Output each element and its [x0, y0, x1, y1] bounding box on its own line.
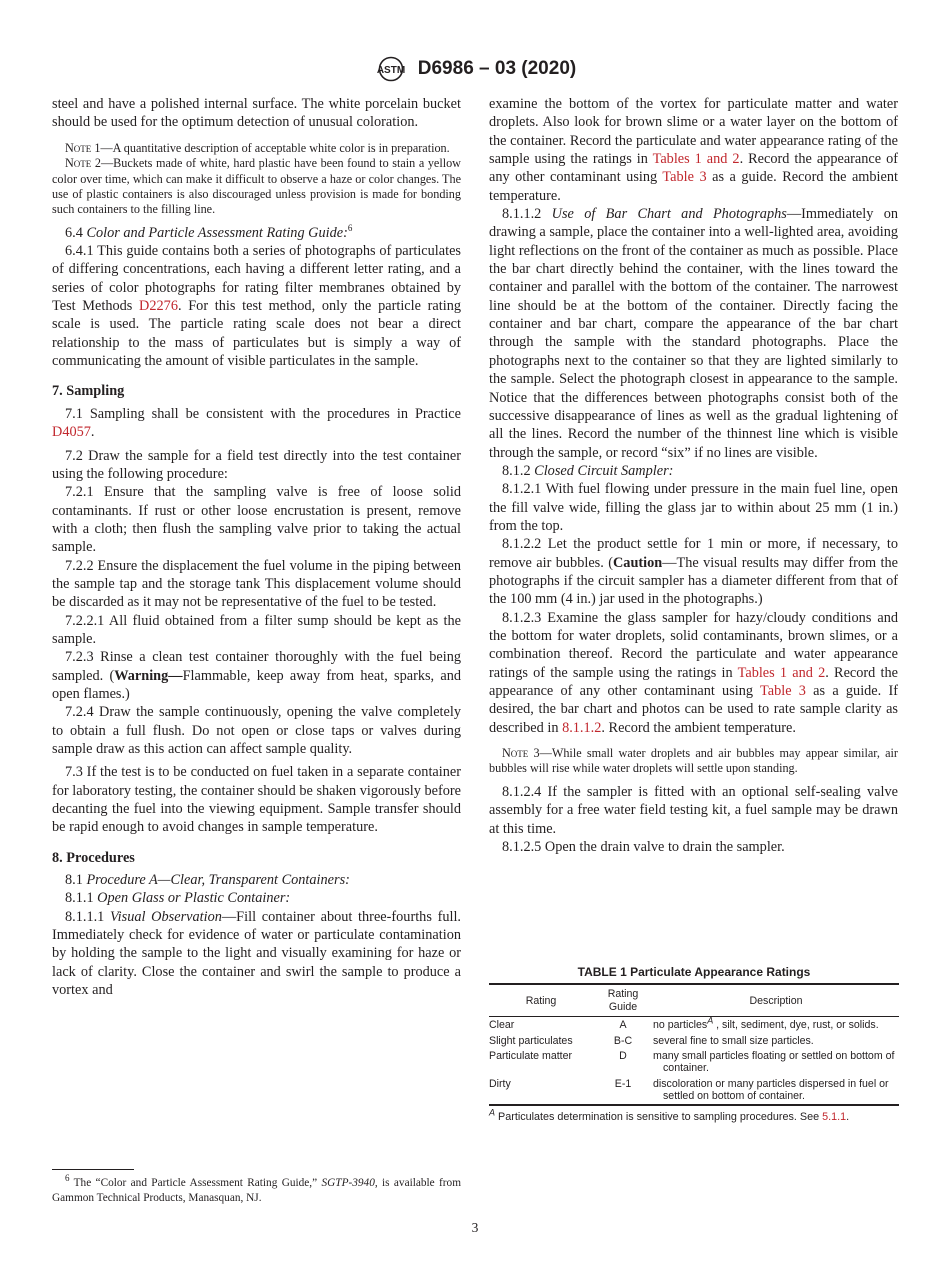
text-run: Color and Particle Assessment Rating Guide:	[86, 224, 348, 241]
text-run: 8.1.2.1 With fuel flowing under pressure in the main fuel line, open the fill valve wide, filling the glass jar to within about 25 mm (1 in.) from the top.	[489, 481, 898, 534]
table-row	[489, 1033, 899, 1048]
rating-guide-cell: B-C	[613, 1034, 633, 1047]
text-run: as a guide. If desired, the bar chart and photos can be used to rate sample clarity as described in	[489, 683, 898, 736]
left-column	[52, 95, 461, 999]
text-run: 7.2.2.1 All fluid obtained from a filter sump should be kept as the sample.	[52, 612, 461, 647]
paragraph	[52, 447, 461, 484]
reference-link[interactable]: Tables 1 and 2	[652, 151, 740, 168]
column-header: Description	[653, 984, 899, 1016]
paragraph	[489, 205, 898, 462]
text-run: 8.1.2	[502, 462, 535, 479]
text-run: 8.1.2.5 Open the drain valve to drain the sampler.	[502, 838, 785, 855]
rating-guide-cell: E-1	[614, 1077, 632, 1090]
paragraph	[489, 838, 898, 856]
description-cell	[653, 1017, 899, 1033]
text-run: 8.1.1.2	[502, 206, 552, 223]
footnote-text: The “Color and Particle Assessment Rating Guide,”	[69, 1177, 322, 1189]
paragraph	[52, 703, 461, 758]
right-column	[489, 95, 898, 856]
rating-cell: Slight particulates	[489, 1034, 573, 1047]
text-run: 8.1.1.1	[65, 908, 111, 925]
paragraph	[52, 405, 461, 442]
text-run: Note	[65, 140, 92, 155]
footnote-text: , is available from Gammon Technical Products, Manasquan, NJ.	[52, 1177, 461, 1204]
footnote-marker: 6	[347, 222, 353, 233]
note-paragraph	[52, 156, 461, 218]
rating-guide-cell: D	[619, 1050, 627, 1063]
page-header	[0, 56, 950, 82]
reference-link[interactable]: Tables 1 and 2	[737, 664, 826, 681]
table-row	[489, 1048, 899, 1076]
text-run: 2—Buckets made of white, hard plastic have been found to stain a yellow color over time, which can make it difficult to observe a haze or color changes. The use of plastic containers is also discouraged unless provision is made for bonding such containers to the filling line.	[52, 156, 461, 217]
paragraph	[52, 224, 461, 242]
table-row	[489, 1076, 899, 1105]
rating-guide-cell: A	[619, 1019, 627, 1032]
text-run: Closed Circuit Sampler:	[534, 462, 674, 479]
description-cell: several fine to small size particles.	[653, 1034, 814, 1047]
description-cell: many small particles floating or settled on bottom of container.	[653, 1050, 895, 1075]
table-1	[489, 966, 899, 1123]
description-text: , silt, sediment, dye, rust, or solids.	[713, 1019, 879, 1032]
text-run: —Immediately on drawing a sample, place the container into a well-lighted area, avoiding light reflections on the front of the container as much as possible. Place the bar chart directly behind the container, with the lines toward the container and parallel with the bottom of the container. The narrowest line should be at the bottom of the container. Directly facing the container and bar chart, compare the appearance of the bar chart through the sample with the standard photographs. Place the photographs next to the container so that they are lighted similarly to the sample. Select the photograph closest in appearance to the sample. Notice that the differences between photographs consist both of the successive disappearance of lines as well as the gradual lightening of all the lines. Record the number of the thinnest line which is visible through the sample, or record “six” if no lines are visible.	[489, 206, 899, 461]
paragraph	[52, 871, 461, 889]
text-run: Procedure A—Clear, Transparent Containers:	[86, 872, 350, 889]
paragraph	[489, 609, 898, 737]
paragraph	[489, 462, 898, 480]
rating-cell: Clear	[489, 1019, 515, 1032]
footnote-divider	[52, 1169, 134, 1170]
text-run: 7.3 If the test is to be conducted on fuel taken in a separate container for laboratory testing, the container should be shaken vigorously before decanting the fuel into the viewing equipment. Sample transfer should be rapid enough to avoid changes in sample temperature.	[52, 764, 461, 836]
text-run: Warning—	[114, 667, 183, 684]
text-run: as a guide. Record the ambient temperature.	[489, 169, 898, 204]
text-run: . Record the appearance of any other contaminant using	[489, 151, 898, 186]
footnote-text: Particulates determination is sensitive to sampling procedures. See	[495, 1110, 823, 1123]
text-run: 7. Sampling	[52, 383, 125, 400]
text-run: Open Glass or Plastic Container:	[97, 890, 291, 907]
paragraph	[489, 480, 898, 535]
paragraph	[52, 908, 461, 1000]
paragraph	[52, 889, 461, 907]
section-heading	[52, 382, 461, 400]
footnote-marker: 6	[65, 1173, 70, 1184]
text-run: .	[90, 424, 95, 441]
text-run: 8.1.1	[65, 890, 98, 907]
text-run: 8.1.2.3 Examine the glass sampler for hazy/cloudy conditions and the bottom for water droplets, solid contaminants, brown slimes, or a combination thereof. Record the particulate and water appearance ratings of the sample using the ratings in	[489, 609, 898, 681]
column-header: Rating	[489, 984, 593, 1016]
paragraph	[52, 557, 461, 612]
text-run: 3—While small water droplets and air bubbles may appear similar, air bubbles will rise while water droplets will settle upon standing.	[489, 746, 898, 776]
table-footnote	[489, 1107, 899, 1123]
note-paragraph	[489, 746, 898, 777]
text-run: 8. Procedures	[52, 849, 135, 866]
paragraph	[489, 95, 898, 205]
reference-link[interactable]: D2276	[139, 298, 178, 315]
text-run: 7.2 Draw the sample for a field test directly into the test container using the following procedure:	[52, 447, 461, 482]
paragraph	[52, 242, 461, 370]
paragraph	[52, 648, 461, 703]
footnote-marker: A	[707, 1015, 714, 1026]
reference-link[interactable]: D4057	[52, 424, 91, 441]
rating-cell: Dirty	[489, 1077, 511, 1090]
text-run: 8.1	[65, 872, 87, 889]
note-paragraph	[52, 141, 461, 156]
reference-link[interactable]: Table 3	[760, 683, 806, 699]
paragraph	[52, 95, 461, 132]
footnote-italic: SGTP-3940	[321, 1177, 375, 1189]
text-run: 8.1.2.2 Let the product settle for 1 min or more, if necessary, to remove air bubbles. (	[489, 536, 898, 571]
text-run: . Record the ambient temperature.	[601, 719, 796, 736]
text-run: 7.1 Sampling shall be consistent with the procedures in Practice	[65, 405, 461, 422]
text-run: Note	[502, 746, 529, 761]
text-run: Note	[65, 156, 92, 171]
text-run: . For this test method, only the particle rating scale is used. The particle rating scale does not bear a direct relationship to the mass of particulates but is simply a way of communicating the amount of visible particulates in the sample.	[52, 298, 461, 370]
document-designation: D6986 – 03 (2020)	[417, 58, 577, 79]
column-header: Rating Guide	[593, 984, 653, 1016]
text-run: Flammable, keep away from heat, sparks, and open flames.)	[52, 667, 461, 702]
text-run: —The visual results may differ from the photographs if the circuit sampler has a diameter different from that of the 100 mm (4 in.) jar used in the photographs.)	[489, 554, 899, 608]
text-run: 7.2.1 Ensure that the sampling valve is free of loose solid contaminants. If rust or other loose encrustation is present, remove with a cloth; then flush the sampling valve prior to taking the actual sample.	[52, 484, 461, 556]
astm-logo-icon	[374, 56, 408, 82]
rating-cell: Particulate matter	[489, 1050, 573, 1063]
reference-link[interactable]: Table 3	[662, 169, 707, 186]
paragraph	[52, 763, 461, 836]
text-run: 7.2.2 Ensure the displacement the fuel volume in the piping between the sample tap and the storage tank This displacement volume should be discarded as it may not be representative of the fuel to be tested.	[52, 557, 461, 611]
page-footnote	[52, 1173, 461, 1206]
description-text: no particles	[653, 1019, 708, 1032]
text-run: 7.2.3 Rinse a clean test container thoroughly with the fuel being sampled. (	[52, 649, 461, 684]
section-link[interactable]: 5.1.1	[822, 1110, 847, 1123]
text-run: steel and have a polished internal surface. The white porcelain bucket should be used for the optimum detection of unusual coloration.	[52, 96, 461, 131]
text-run: Use of Bar Chart and Photographs	[551, 206, 787, 223]
paragraph	[489, 783, 898, 838]
text-run: Caution	[612, 554, 663, 571]
footnote-text: .	[846, 1110, 850, 1123]
section-heading	[52, 849, 461, 867]
text-run: Visual Observation	[110, 908, 222, 925]
paragraph	[489, 535, 898, 608]
text-run: 7.2.4 Draw the sample continuously, opening the valve completely to obtain a full flush. Do not open or close taps or valves during sample draw as this action can affect sample quality.	[52, 704, 461, 757]
text-run: 6.4	[65, 224, 87, 241]
footnote-marker: A	[489, 1107, 496, 1118]
text-run: 6.4.1 This guide contains both a series of photographs of particulates of differing concentrations, each having a different letter rating, and a series of color photographs for rating filter membranes obtained by Test Methods	[52, 243, 461, 315]
paragraph	[52, 483, 461, 556]
page-number: 3	[471, 1220, 479, 1235]
text-run: 1—A quantitative description of acceptable white color is in preparation.	[91, 140, 450, 155]
text-run: —Fill container about three-fourths full. Immediately check for evidence of water or particulate contamination by holding the sample to the light and visually examining for haze or lack of clarity. Close the container and swirl the sample to produce a vortex and	[52, 908, 462, 999]
text-run: 8.1.2.4 If the sampler is fitted with an optional self-sealing valve assembly for a free water field testing kit, a fuel sample may be drawn at this time.	[489, 783, 898, 837]
table-row	[489, 1017, 899, 1033]
table-title: TABLE 1 Particulate Appearance Ratings	[577, 965, 811, 979]
text-run: . Record the appearance of any other contaminant using	[489, 664, 898, 699]
reference-link[interactable]: 8.1.1.2	[562, 719, 602, 736]
text-run: examine the bottom of the vortex for particulate matter and water droplets. Also look for brown slime or a water layer on the bottom of the container. Record the particulate and water appearance rating of the sample using the ratings in	[489, 96, 898, 168]
table-header-row	[489, 984, 899, 1016]
description-cell: discoloration or many particles dispersed in fuel or settled on bottom of container.	[653, 1077, 889, 1103]
svg-text:ASTM: ASTM	[376, 65, 405, 76]
paragraph	[52, 612, 461, 649]
